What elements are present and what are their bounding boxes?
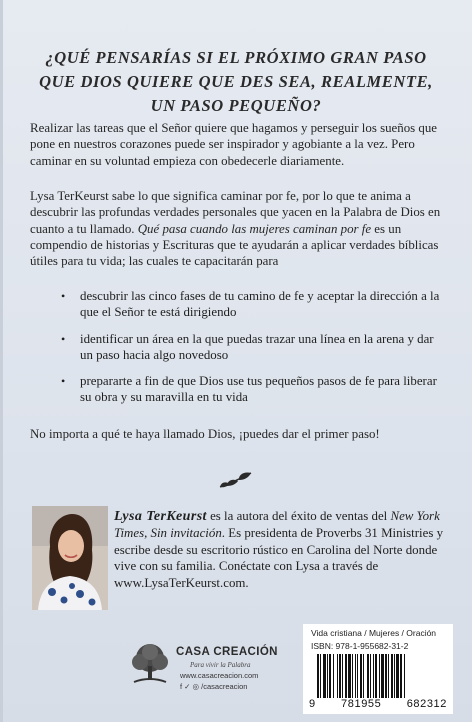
closing-line: No importa a qué te haya llamado Dios, ¡puedes dar el primer paso! (30, 427, 380, 441)
bullet-icon: • (61, 374, 66, 389)
tree-logo-icon (128, 642, 172, 686)
isbn-line: ISBN: 978-1-955682-31-2 (311, 641, 409, 651)
author-name: Lysa TerKeurst (114, 509, 207, 524)
author-bio (114, 508, 446, 591)
bio-part1: es la autora del éxito de ventas del (206, 509, 391, 523)
author-portrait-icon (32, 506, 108, 610)
list-item (30, 331, 442, 364)
barcode-digit-group: 9 (309, 698, 316, 710)
barcode-digit-group: 781955 (341, 698, 382, 710)
publisher-tagline: Para vivir la Palabra (190, 661, 251, 669)
book-title: Qué pasa cuando las mujeres caminan por fe (137, 221, 372, 236)
publisher-social[interactable]: f ✓ ◎ /casacreacion (180, 682, 248, 691)
description-tail: es un compendio de historias y Escrituras que te ayudarán a aplicar verdades bíblicas útiles para tu vida; las cuales te capacitarán para (30, 221, 439, 269)
cover-edge (0, 0, 3, 722)
barcode-icon (309, 654, 447, 700)
bio-part2: . Es presidenta de Proverbs 31 Ministries y escribe desde su escritorio rústico en Carolina del Norte donde vive con su familia. Conéctate con Lysa a través de www.LysaTerKeurst.com. (114, 526, 444, 590)
bullet-icon: • (61, 331, 66, 346)
category-line: Vida cristiana / Mujeres / Oración (311, 628, 437, 638)
publisher-url[interactable]: www.casacreacion.com (180, 671, 259, 680)
description-paragraph (30, 188, 442, 269)
bio-book: New York Times, Sin invitación (114, 509, 440, 541)
barcode-digits (309, 698, 447, 710)
barcode-box (303, 624, 453, 714)
list-item (30, 373, 442, 406)
list-item-text: identificar un área en la que puedas trazar una línea en la arena y dar un paso hacia algo novedoso (80, 331, 434, 362)
list-item-text: prepararte a fin de que Dios use tus pequeños pasos de fe para liberar su obra y su maravilla en tu vida (80, 374, 437, 405)
headline: ¿QUÉ PENSARÍAS SI EL PRÓXIMO GRAN PASO QUE DIOS QUIERE QUE DES SEA, REALMENTE, UN PASO PEQUEÑO? (39, 48, 433, 115)
benefits-list (30, 288, 442, 416)
publisher-name: CASA CREACIÓN (176, 646, 278, 658)
intro-paragraph: Realizar las tareas que el Señor quiere que hagamos y perseguir los sueños que pone en nuestros corazones puede ser inspirador y agobiante a la vez. Pero caminar en su voluntad empieza con obedecerle diariamente. (30, 121, 437, 168)
list-item (30, 288, 442, 321)
barcode-digit-group: 682312 (406, 698, 447, 710)
author-photo (32, 506, 108, 610)
bullet-icon: • (61, 289, 66, 303)
description-lead: Lysa TerKeurst sabe lo que significa caminar por fe, por lo que te anima a descubrir las profundas verdades personales que yacen en la Palabra de Dios en cuanto a tu llamado. (30, 189, 441, 236)
list-item-text: descubrir las cinco fases de tu camino de fe y aceptar la dirección a la que el Señor te está dirigiendo (80, 289, 440, 320)
publisher-block (128, 636, 278, 696)
leaf-ornament-icon (218, 469, 254, 491)
